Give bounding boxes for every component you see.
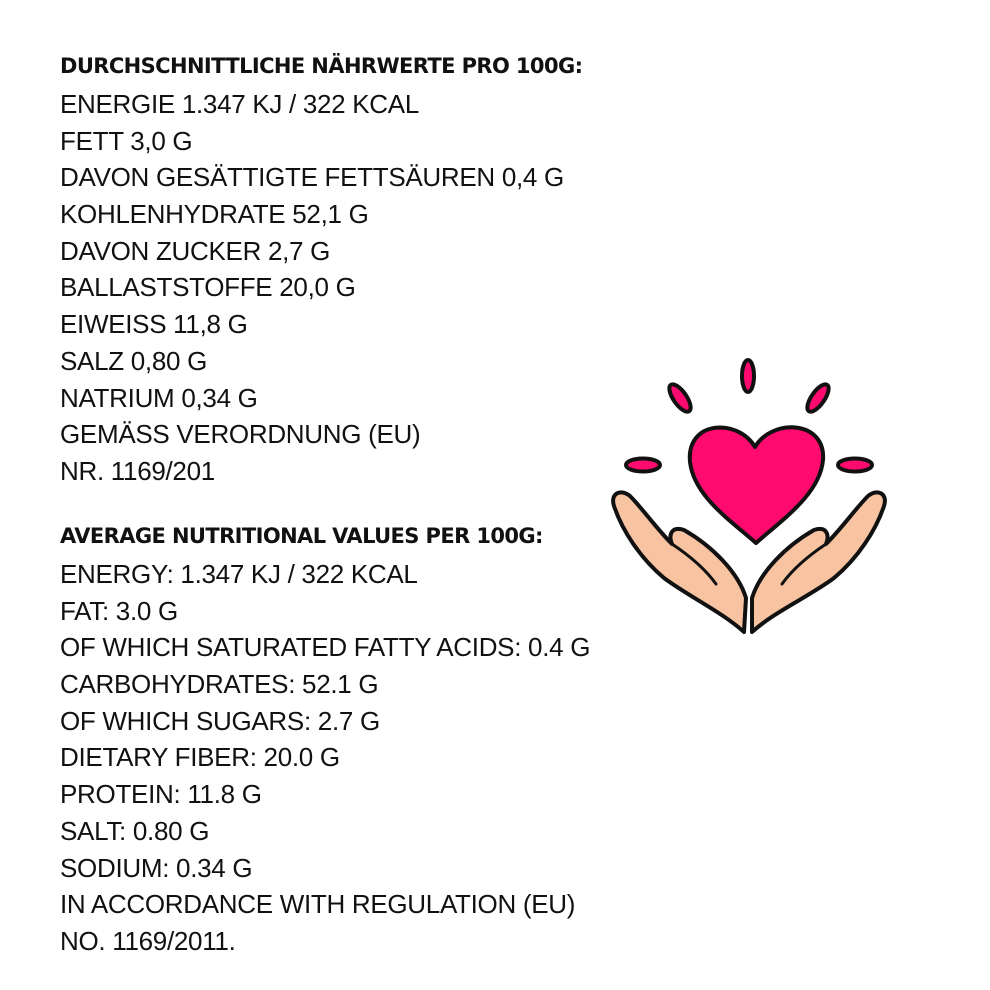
german-line-salt: SALZ 0,80 G [60, 345, 207, 376]
english-line-salt: SALT: 0.80 G [60, 815, 210, 846]
german-line-fat: FETT 3,0 G [60, 125, 193, 156]
english-line-protein: PROTEIN: 11.8 G [60, 779, 262, 810]
german-heading: DURCHSCHNITTLICHE NÄHRWERTE PRO 100G: [60, 54, 583, 78]
ray-upper-right-icon [803, 381, 832, 415]
english-nutrition-list [60, 556, 590, 960]
english-line-sugars: OF WHICH SUGARS: 2.7 G [60, 705, 380, 736]
english-line-carbohydrates: CARBOHYDRATES: 52.1 G [60, 669, 379, 700]
english-line-energy: ENERGY: 1.347 KJ / 322 KCAL [60, 559, 418, 589]
german-line-energy: ENERGIE 1.347 KJ / 322 KCAL [60, 89, 419, 119]
german-line-protein: EIWEISS 11,8 G [60, 309, 248, 340]
german-nutrition-section [60, 50, 582, 490]
english-line-sodium: SODIUM: 0.34 G [60, 852, 253, 883]
german-line-regulation-number: NR. 1169/201 [60, 455, 215, 486]
german-line-sugars: DAVON ZUCKER 2,7 G [60, 235, 331, 266]
ray-upper-left-icon [665, 381, 694, 415]
german-line-carbohydrates: KOHLENHYDRATE 52,1 G [60, 199, 369, 230]
english-nutrition-section [60, 520, 590, 960]
english-line-saturated-fat: OF WHICH SATURATED FATTY ACIDS: 0.4 G [60, 632, 591, 663]
english-heading: AVERAGE NUTRITIONAL VALUES PER 100G: [60, 524, 543, 548]
german-line-regulation: GEMÄSS VERORDNUNG (EU) [60, 419, 421, 450]
german-line-saturated-fat: DAVON GESÄTTIGTE FETTSÄUREN 0,4 G [60, 162, 564, 193]
english-line-regulation-number: NO. 1169/2011. [60, 925, 236, 956]
english-line-fiber: DIETARY FIBER: 20.0 G [60, 742, 340, 773]
ray-left-icon [626, 459, 660, 472]
hands-holding-heart-icon [605, 350, 895, 640]
english-line-regulation: IN ACCORDANCE WITH REGULATION (EU) [60, 889, 576, 920]
english-line-fat: FAT: 3.0 G [60, 595, 178, 626]
ray-top-icon [742, 360, 754, 392]
german-line-sodium: NATRIUM 0,34 G [60, 382, 258, 413]
heart-icon [690, 427, 823, 543]
ray-right-icon [838, 459, 872, 472]
german-nutrition-list [60, 86, 582, 490]
german-line-fiber: BALLASTSTOFFE 20,0 G [60, 272, 356, 303]
